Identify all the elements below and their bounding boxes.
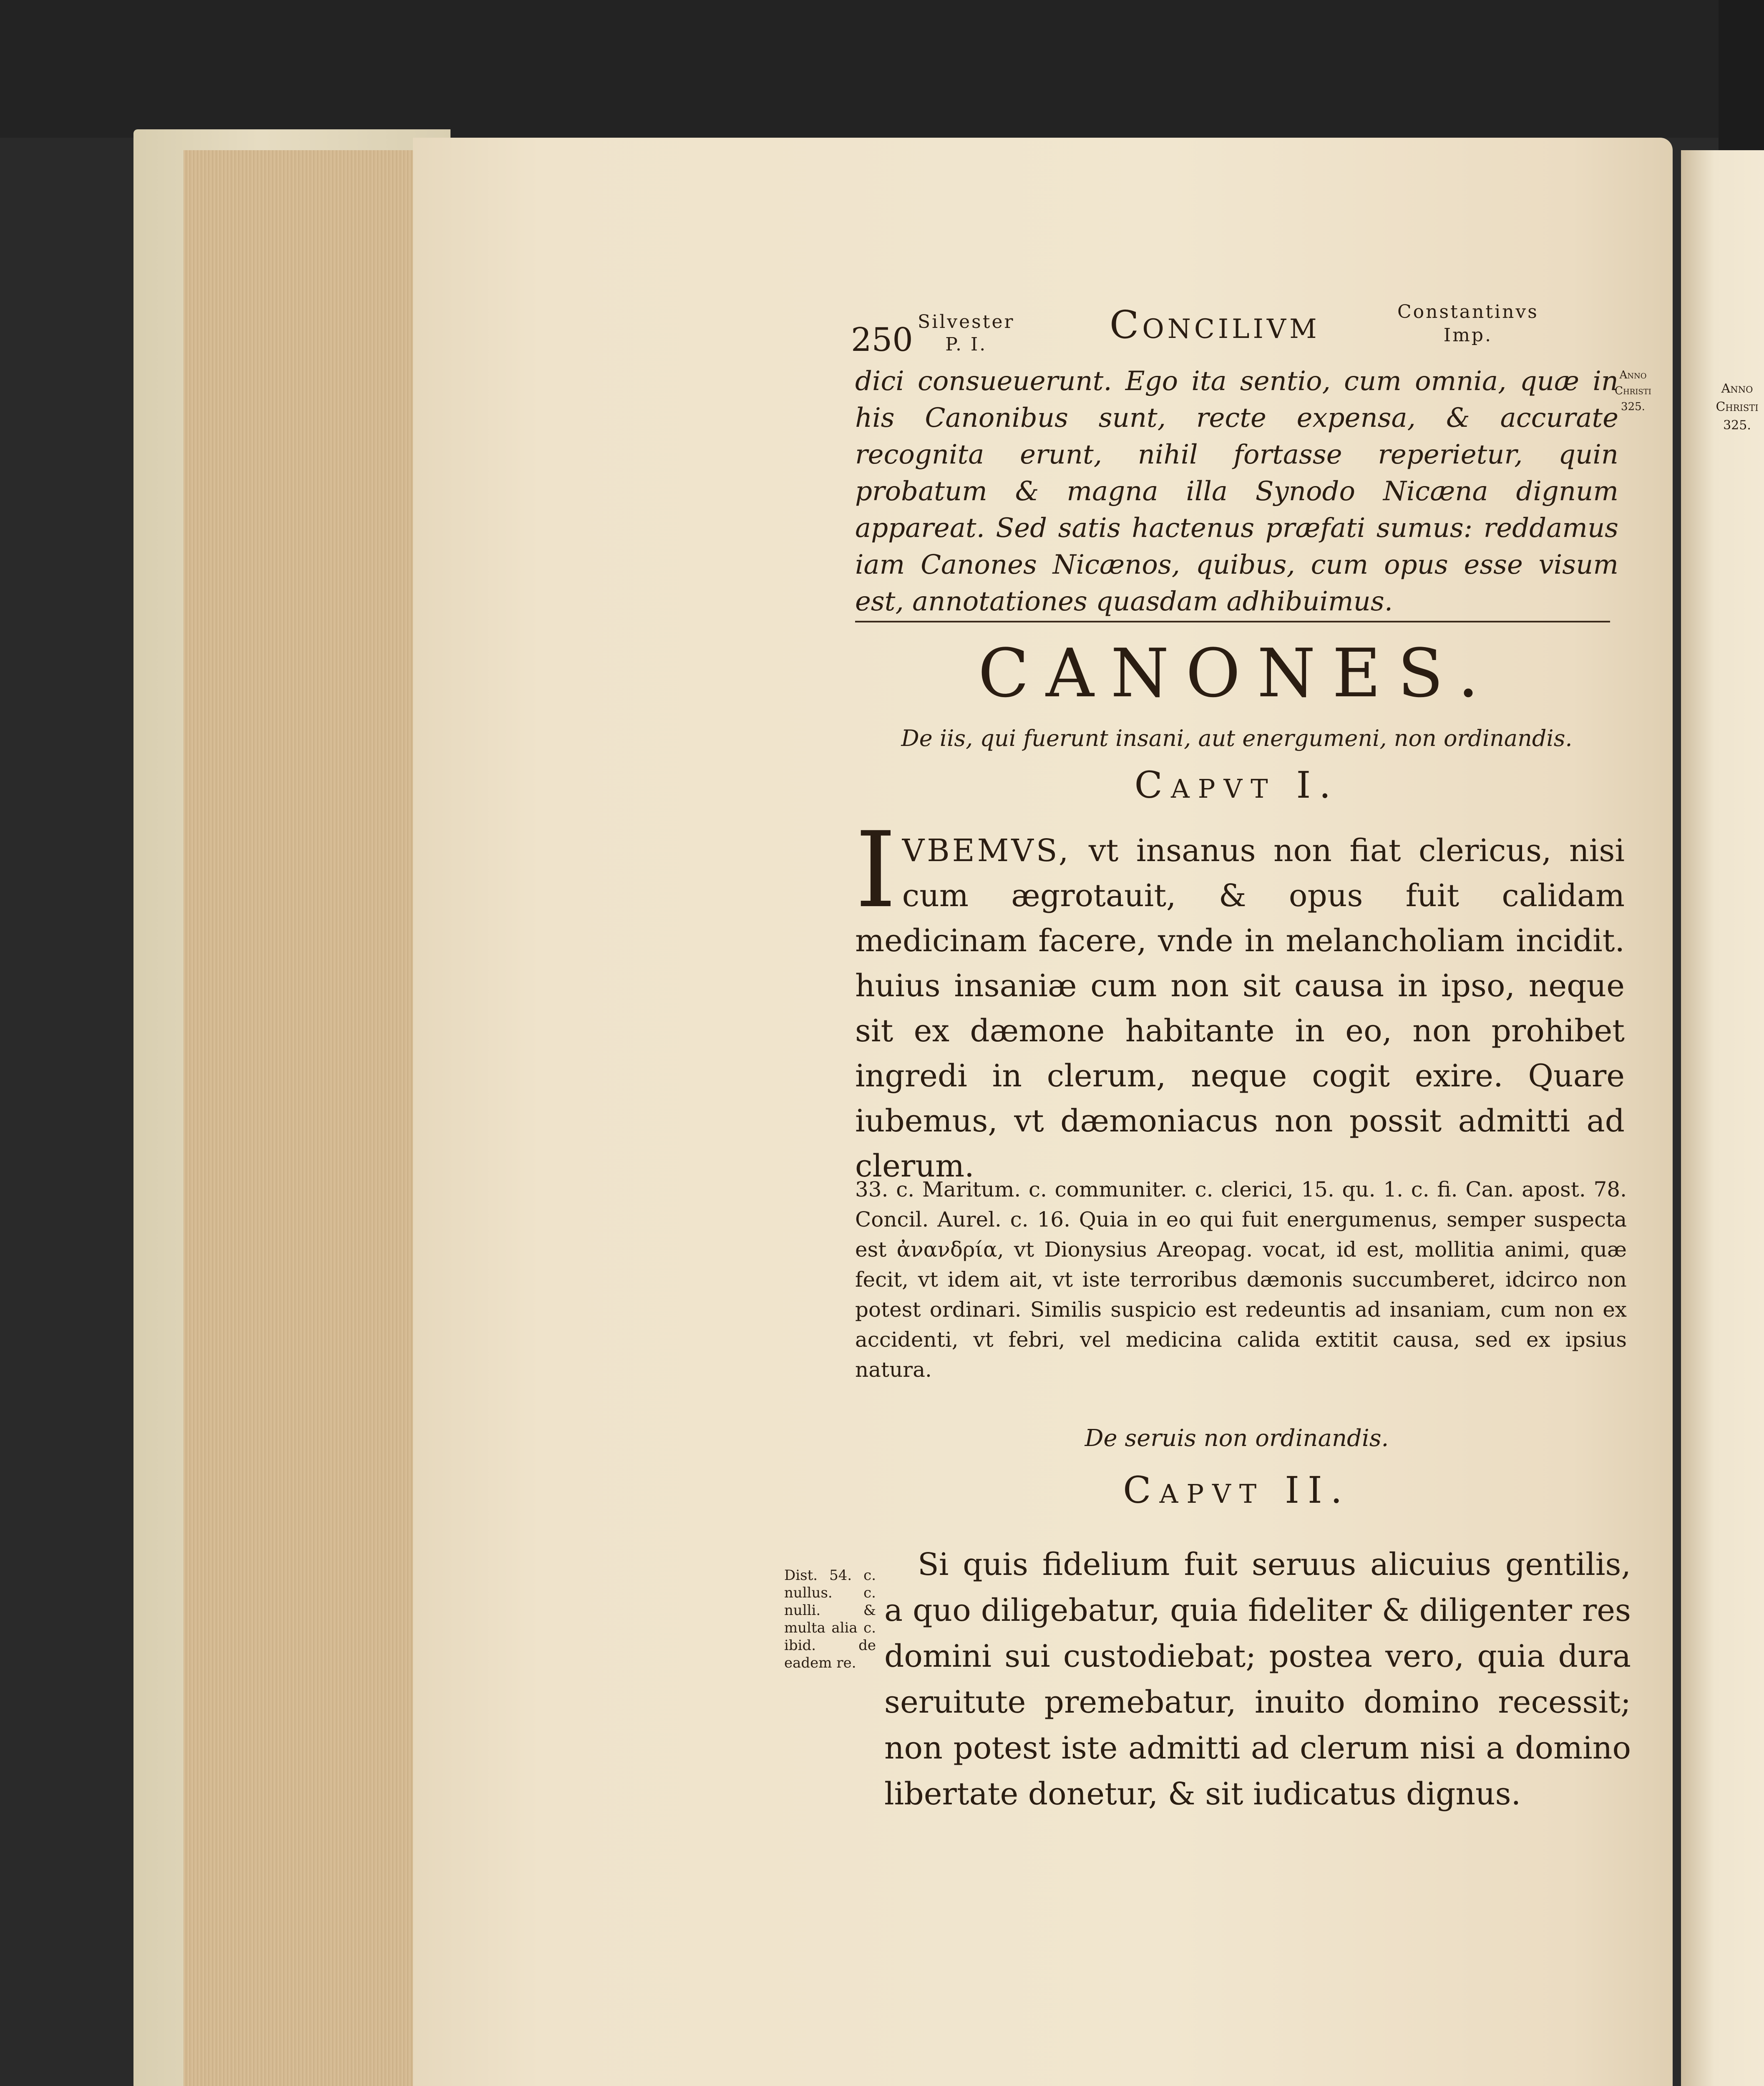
canon-1-body: vt insanus non fiat clericus, nisi cum ægrotauit, & opus fuit calidam medicinam facere, vnde in melancholiam incidit. huius insaniæ cum non sit causa in ipso, neque sit ex dæmone habitante in eo, non prohibet ingredi in clerum, neque cogit exire. Quare iubemus, vt dæmoniacus non possit admitti ad clerum.: [855, 833, 1625, 1184]
canon-1-text: [855, 809, 1625, 1189]
facing-page-edge: [1681, 150, 1764, 2086]
page-edges: [184, 150, 417, 2086]
preface-paragraph: dici consueuerunt. Ego ita sentio, cum omnia, quæ in his Canonibus sunt, recte expensa, & accurate recognita erunt, nihil fortasse reperietur, quin probatum & magna illa Synodo Nicæna dignum appareat. Sed satis hactenus præfati sumus: reddamus iam Canones Nicænos, quibus, cum opus esse visum est, annotationes quasdam adhibuimus.: [855, 366, 1618, 617]
page-number: 250: [851, 321, 913, 359]
scan-background-top: [0, 0, 1764, 138]
canon-1-annotation: 33. c. Maritum. c. communiter. c. clerici, 15. qu. 1. c. fi. Can. apost. 78. Concil. Aurel. c. 16. Quia in eo qui fuit energumenus, semper suspecta est ἀνανδρία, vt Dionysius Areopag. vocat, id est, mollitia animi, quæ fecit, vt idem ait, vt iste terroribus dæmonis succumberet, idcirco non potest ordinari. Similis suspicio est redeuntis ad insaniam, cum non ex accidenti, vt febri, vel medicina calida extitit causa, sed ex ipsius natura.: [855, 1177, 1627, 1382]
canon-2-caput: Capvt II.: [1123, 1469, 1351, 1512]
canon-2-subtitle: De seruis non ordinandis.: [1085, 1425, 1389, 1452]
section-heading: CANONES.: [978, 634, 1496, 712]
section-rule: [855, 621, 1610, 622]
running-head-right: [1397, 300, 1539, 347]
canon-2-margin-note: Dist. 54. c. nullus. c. nulli. & multa alia c. ibid. de eadem re.: [784, 1567, 876, 1671]
canon-2-text: Si quis fidelium fuit seruus alicuius gentilis, a quo diligebatur, quia fideliter & diligenter res domini sui custodiebat; postea vero, quia dura seruitute premebatur, inuito domino recessit; non potest iste admitti ad clerum nisi a domino libertate donetur, & sit iudicatus dignus.: [884, 1547, 1631, 1812]
running-head-title: Concilivm: [1110, 302, 1320, 347]
canon-1-lead-word: VBEMVS,: [902, 833, 1071, 869]
canon-1-subtitle: De iis, qui fuerunt insani, aut energumeni, non ordinandis.: [901, 725, 1573, 751]
drop-cap: I: [855, 809, 896, 931]
facing-page-margin-note: Anno Christi 325.: [1716, 381, 1759, 433]
running-head-pope: Silvester: [918, 311, 1015, 333]
running-head-left: [918, 311, 1015, 356]
canon-1-caput: Capvt I.: [1134, 763, 1339, 806]
running-head-emperor-title: Imp.: [1443, 325, 1493, 346]
margin-anno-christi: Anno Christi 325.: [1615, 369, 1651, 413]
running-head-emperor: Constantinvs: [1397, 301, 1539, 322]
running-head-pope-number: P. I.: [945, 334, 987, 355]
